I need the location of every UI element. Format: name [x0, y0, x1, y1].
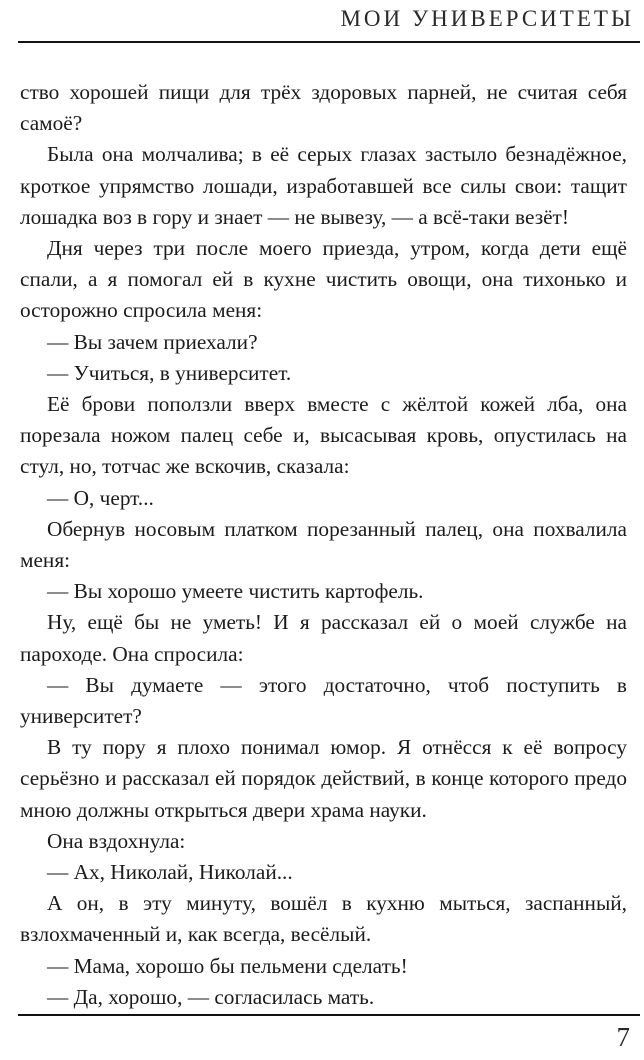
body-text	[20, 77, 627, 1013]
page-number: 7	[616, 1022, 630, 1052]
paragraph-continued: ство хорошей пищи для трёх здоровых парней, не считая себя самоё?	[20, 80, 627, 136]
paragraph: Ну, ещё бы не уметь! И я рассказал ей о моей службе на пароходе. Она спросила:	[20, 610, 627, 666]
paragraph: Была она молчалива; в её серых глазах застыло безнадёжное, кроткое упрямство лошади, изработавшей все силы свои: тащит лошадка воз в гору и знает — не вывезу, — а всё-таки везёт!	[20, 142, 627, 229]
footer-rule	[18, 1014, 640, 1016]
paragraph: Она вздохнула:	[47, 828, 186, 853]
dialogue-line: — Вы зачем приехали?	[47, 329, 258, 354]
dialogue-line: — О, черт...	[47, 485, 154, 510]
paragraph: В ту пору я плохо понимал юмор. Я отнёсся к её вопросу серьёзно и рассказал ей порядок действий, в конце которого предо мною должны открыться двери храма науки.	[20, 735, 627, 822]
paragraph: Обернув носовым платком порезанный палец, она похвалила меня:	[20, 516, 627, 573]
dialogue-line: — Да, хорошо, — согласилась мать.	[47, 984, 375, 1009]
paragraph: Дня через три после моего приезда, утром, когда дети ещё спали, а я помогал ей в кухне чистить овощи, она тихонько и осторожно спросила меня:	[20, 236, 627, 323]
paragraph: Её брови поползли вверх вместе с жёлтой кожей лба, она порезала ножом палец себе и, высасывая кровь, опустилась на стул, но, тотчас же вскочив, сказала:	[20, 392, 627, 479]
paragraph: А он, в эту минуту, вошёл в кухню мыться, заспанный, взлохмаченный и, как всегда, весёлый.	[20, 891, 627, 947]
dialogue-line: — Вы хорошо умеете чистить картофель.	[47, 579, 424, 604]
dialogue-line: — Ах, Николай, Николай...	[47, 860, 293, 885]
header-rule	[18, 41, 640, 43]
dialogue-line: — Учиться, в университет.	[47, 360, 292, 385]
dialogue-line: — Мама, хорошо бы пельмени сделать!	[47, 953, 408, 978]
dialogue-line: — Вы думаете — этого достаточно, чтоб поступить в университет?	[20, 672, 627, 729]
running-title: МОИ УНИВЕРСИТЕТЫ	[340, 6, 634, 31]
